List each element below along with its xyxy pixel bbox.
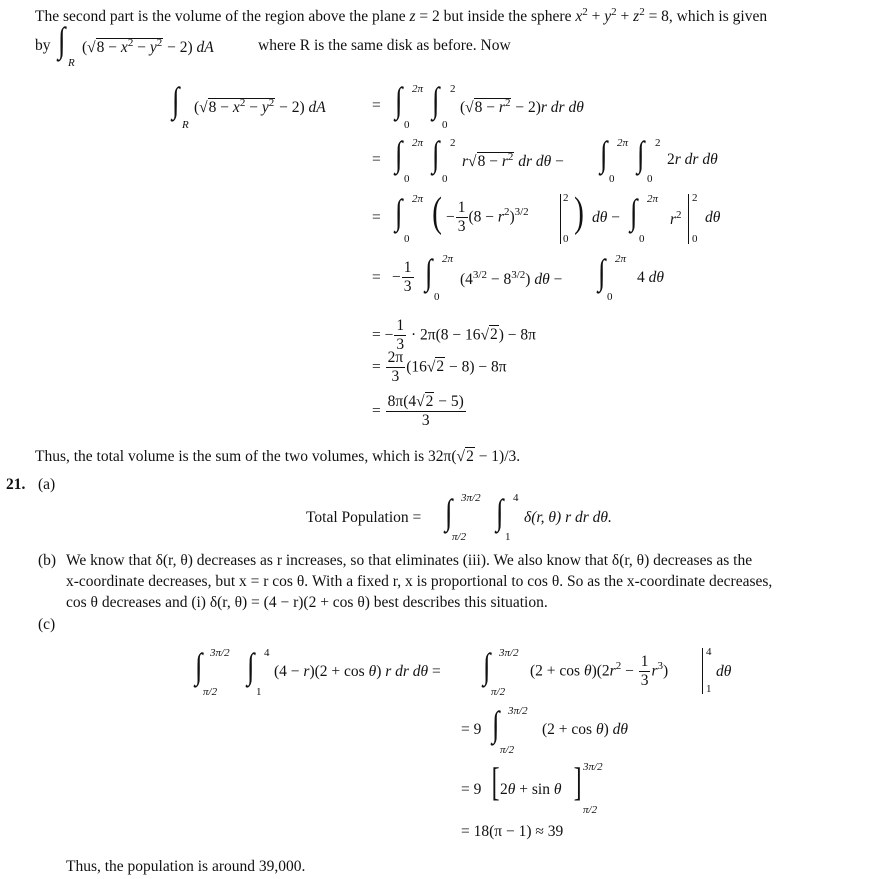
limit: 0: [692, 233, 698, 245]
limit: 3π/2: [210, 647, 230, 659]
problem-number: 21.: [6, 476, 26, 493]
eq-line-2-body: $r√8 - r^2$ dr dθ −: [462, 151, 564, 171]
limit: 2π: [412, 83, 424, 95]
eq-line-3-frac: − $\frac{1}{3}$ $(8 - r^2)^{3/2}$: [446, 199, 529, 236]
limit: 0: [647, 173, 653, 185]
integral-sign: ∫: [600, 134, 608, 174]
limit: 2π: [442, 253, 454, 265]
limit: 2π: [412, 193, 424, 205]
intro-line-1: The second part is the volume of the region above the plane z = 2 but inside the sphere $x^2 + y^2 + z^2 = 8$, which is given: [35, 6, 768, 26]
integral-sign: ∫: [395, 80, 403, 120]
eq-line-3-r2: $r^2$: [670, 209, 682, 229]
part-c-line-4: = 18(π − 1) ≈ 39: [461, 823, 564, 840]
limit: 1: [706, 683, 712, 695]
final-statement: Thus, the population is around 39,000.: [66, 858, 306, 875]
integral-sign: ∫: [483, 646, 491, 686]
part-c-line-1-lhs: (4 − r)(2 + cos θ) r dr dθ =: [274, 663, 441, 680]
part-a-inner-upper: 4: [513, 492, 519, 504]
limit: 0: [442, 173, 448, 185]
limit: 0: [609, 173, 615, 185]
limit: 0: [434, 291, 440, 303]
limit: π/2: [491, 686, 506, 698]
intro-by: by: [35, 37, 51, 54]
eval-bar: [702, 648, 703, 694]
part-c-line-1-dtheta: dθ: [716, 663, 732, 680]
part-a-integrand: δ(r, θ) r dr dθ.: [524, 509, 612, 526]
integral-sign: ∫: [492, 704, 500, 744]
part-b-line-3: cos θ decreases and (i) δ(r, θ) = (4 − r)(2 + cos θ) best describes this situation.: [66, 594, 548, 611]
integral-sign-intro: ∫: [58, 20, 66, 60]
left-bracket: [: [491, 759, 500, 804]
limit: 0: [607, 291, 613, 303]
limit: 2: [563, 192, 569, 204]
right-bracket: ]: [573, 759, 582, 804]
limit: 2: [655, 137, 661, 149]
limit: 0: [404, 233, 410, 245]
paren-left: (: [432, 190, 442, 236]
eq-line-3-dtheta: dθ: [705, 209, 721, 226]
limit: 2π: [615, 253, 627, 265]
part-c-line-3: = 9: [461, 781, 482, 798]
integral-sign: ∫: [395, 192, 403, 232]
part-c-label: (c): [38, 616, 56, 633]
limit: 2: [692, 192, 698, 204]
integral-sign: ∫: [395, 134, 403, 174]
limit: 2π: [412, 137, 424, 149]
integral-sign: ∫: [432, 80, 440, 120]
eq-line-3: =: [372, 209, 381, 226]
part-a-outer-lower: π/2: [452, 531, 467, 543]
part-c-line-1-rhs: $(2 + \cos \theta)(2r^2$ − $\frac{1}{3}$ $r^3$): [530, 653, 669, 690]
limit: π/2: [203, 686, 218, 698]
part-c-line-2-body: (2 + cos θ) dθ: [542, 721, 628, 738]
limit: 0: [404, 173, 410, 185]
integral-sign: ∫: [637, 134, 645, 174]
limit: 2π: [617, 137, 629, 149]
eq-line-1-body: $(√8 - r^2 - 2)r$ dr dθ: [460, 97, 584, 117]
eq-line-6: = $\frac{2\pi}{3}$ (16√2 − 8) − 8π: [372, 349, 507, 386]
eq-line-2-body-b: 2r dr dθ: [667, 151, 718, 168]
total-population-label: Total Population =: [306, 509, 422, 526]
eq-line-4-body-b: 4 dθ: [637, 269, 664, 286]
part-b-line-1: We know that δ(r, θ) decreases as r increases, so that eliminates (iii). We also know that δ(r, θ) decreases as the: [66, 552, 753, 569]
part-a-inner-lower: 1: [505, 531, 511, 543]
limit: 4: [706, 646, 712, 658]
limit: 0: [404, 119, 410, 131]
part-a-label: (a): [38, 476, 56, 493]
intro-integral-sub: R: [68, 57, 75, 69]
eq-line-4-body: $(4^{3/2} - 8^{3/2}) d\theta$ −: [460, 269, 563, 289]
lhs-integrand: $(√8 - x^2 - y^2 - 2)$ dA: [194, 97, 326, 117]
integral-sign: ∫: [445, 492, 453, 532]
intro-integrand: $(√8 - x^2 - y^2 - 2)$ dA: [82, 37, 214, 57]
eq-line-4: =: [372, 269, 381, 286]
lhs-sub: R: [182, 119, 189, 131]
eq-line-1: =: [372, 97, 381, 114]
limit: 4: [264, 647, 270, 659]
limit: 3π/2: [508, 705, 528, 717]
part-a-outer-upper: 3π/2: [461, 492, 481, 504]
limit: 3π/2: [499, 647, 519, 659]
limit: 3π/2: [583, 761, 603, 773]
eq-line-5: = − $\frac{1}{3}$ · 2π(8 − 16√2) − 8π: [372, 317, 536, 354]
integral-sign: ∫: [432, 134, 440, 174]
integral-sign: ∫: [425, 252, 433, 292]
lhs-integral-sign: ∫: [172, 80, 180, 120]
part-c-line-3-body: 2θ + sin θ: [500, 781, 562, 798]
part-b-label: (b): [38, 552, 57, 569]
limit: 0: [563, 233, 569, 245]
limit: π/2: [500, 744, 515, 756]
eq-line-7: = $\frac{8\pi(4√2 - 5)}{3}$: [372, 393, 464, 430]
eq-line-2: =: [372, 151, 381, 168]
paren-right: ): [574, 190, 584, 236]
limit: 1: [256, 686, 262, 698]
integral-sign: ∫: [247, 646, 255, 686]
part-c-line-2: = 9: [461, 721, 482, 738]
limit: 2: [450, 137, 456, 149]
limit: 0: [639, 233, 645, 245]
eval-bar: [688, 194, 689, 244]
limit: 0: [442, 119, 448, 131]
integral-sign: ∫: [496, 492, 504, 532]
integral-sign: ∫: [195, 646, 203, 686]
integral-sign: ∫: [598, 252, 606, 292]
eq-line-4-frac: − $\frac{1}{3}$: [392, 259, 412, 296]
eval-bar: [560, 194, 561, 244]
limit: 2: [450, 83, 456, 95]
intro-line-2-rest: where R is the same disk as before. Now: [258, 37, 511, 54]
limit: π/2: [583, 804, 598, 816]
conclusion: Thus, the total volume is the sum of the two volumes, which is 32π(√2 − 1)/3.: [35, 448, 521, 465]
integral-sign: ∫: [630, 192, 638, 232]
limit: 2π: [647, 193, 659, 205]
part-b-line-2: x-coordinate decreases, but x = r cos θ. With a fixed r, x is proportional to cos θ. So as the x-coordinate decreases,: [66, 573, 773, 590]
eq-line-3-body: dθ −: [592, 209, 620, 226]
